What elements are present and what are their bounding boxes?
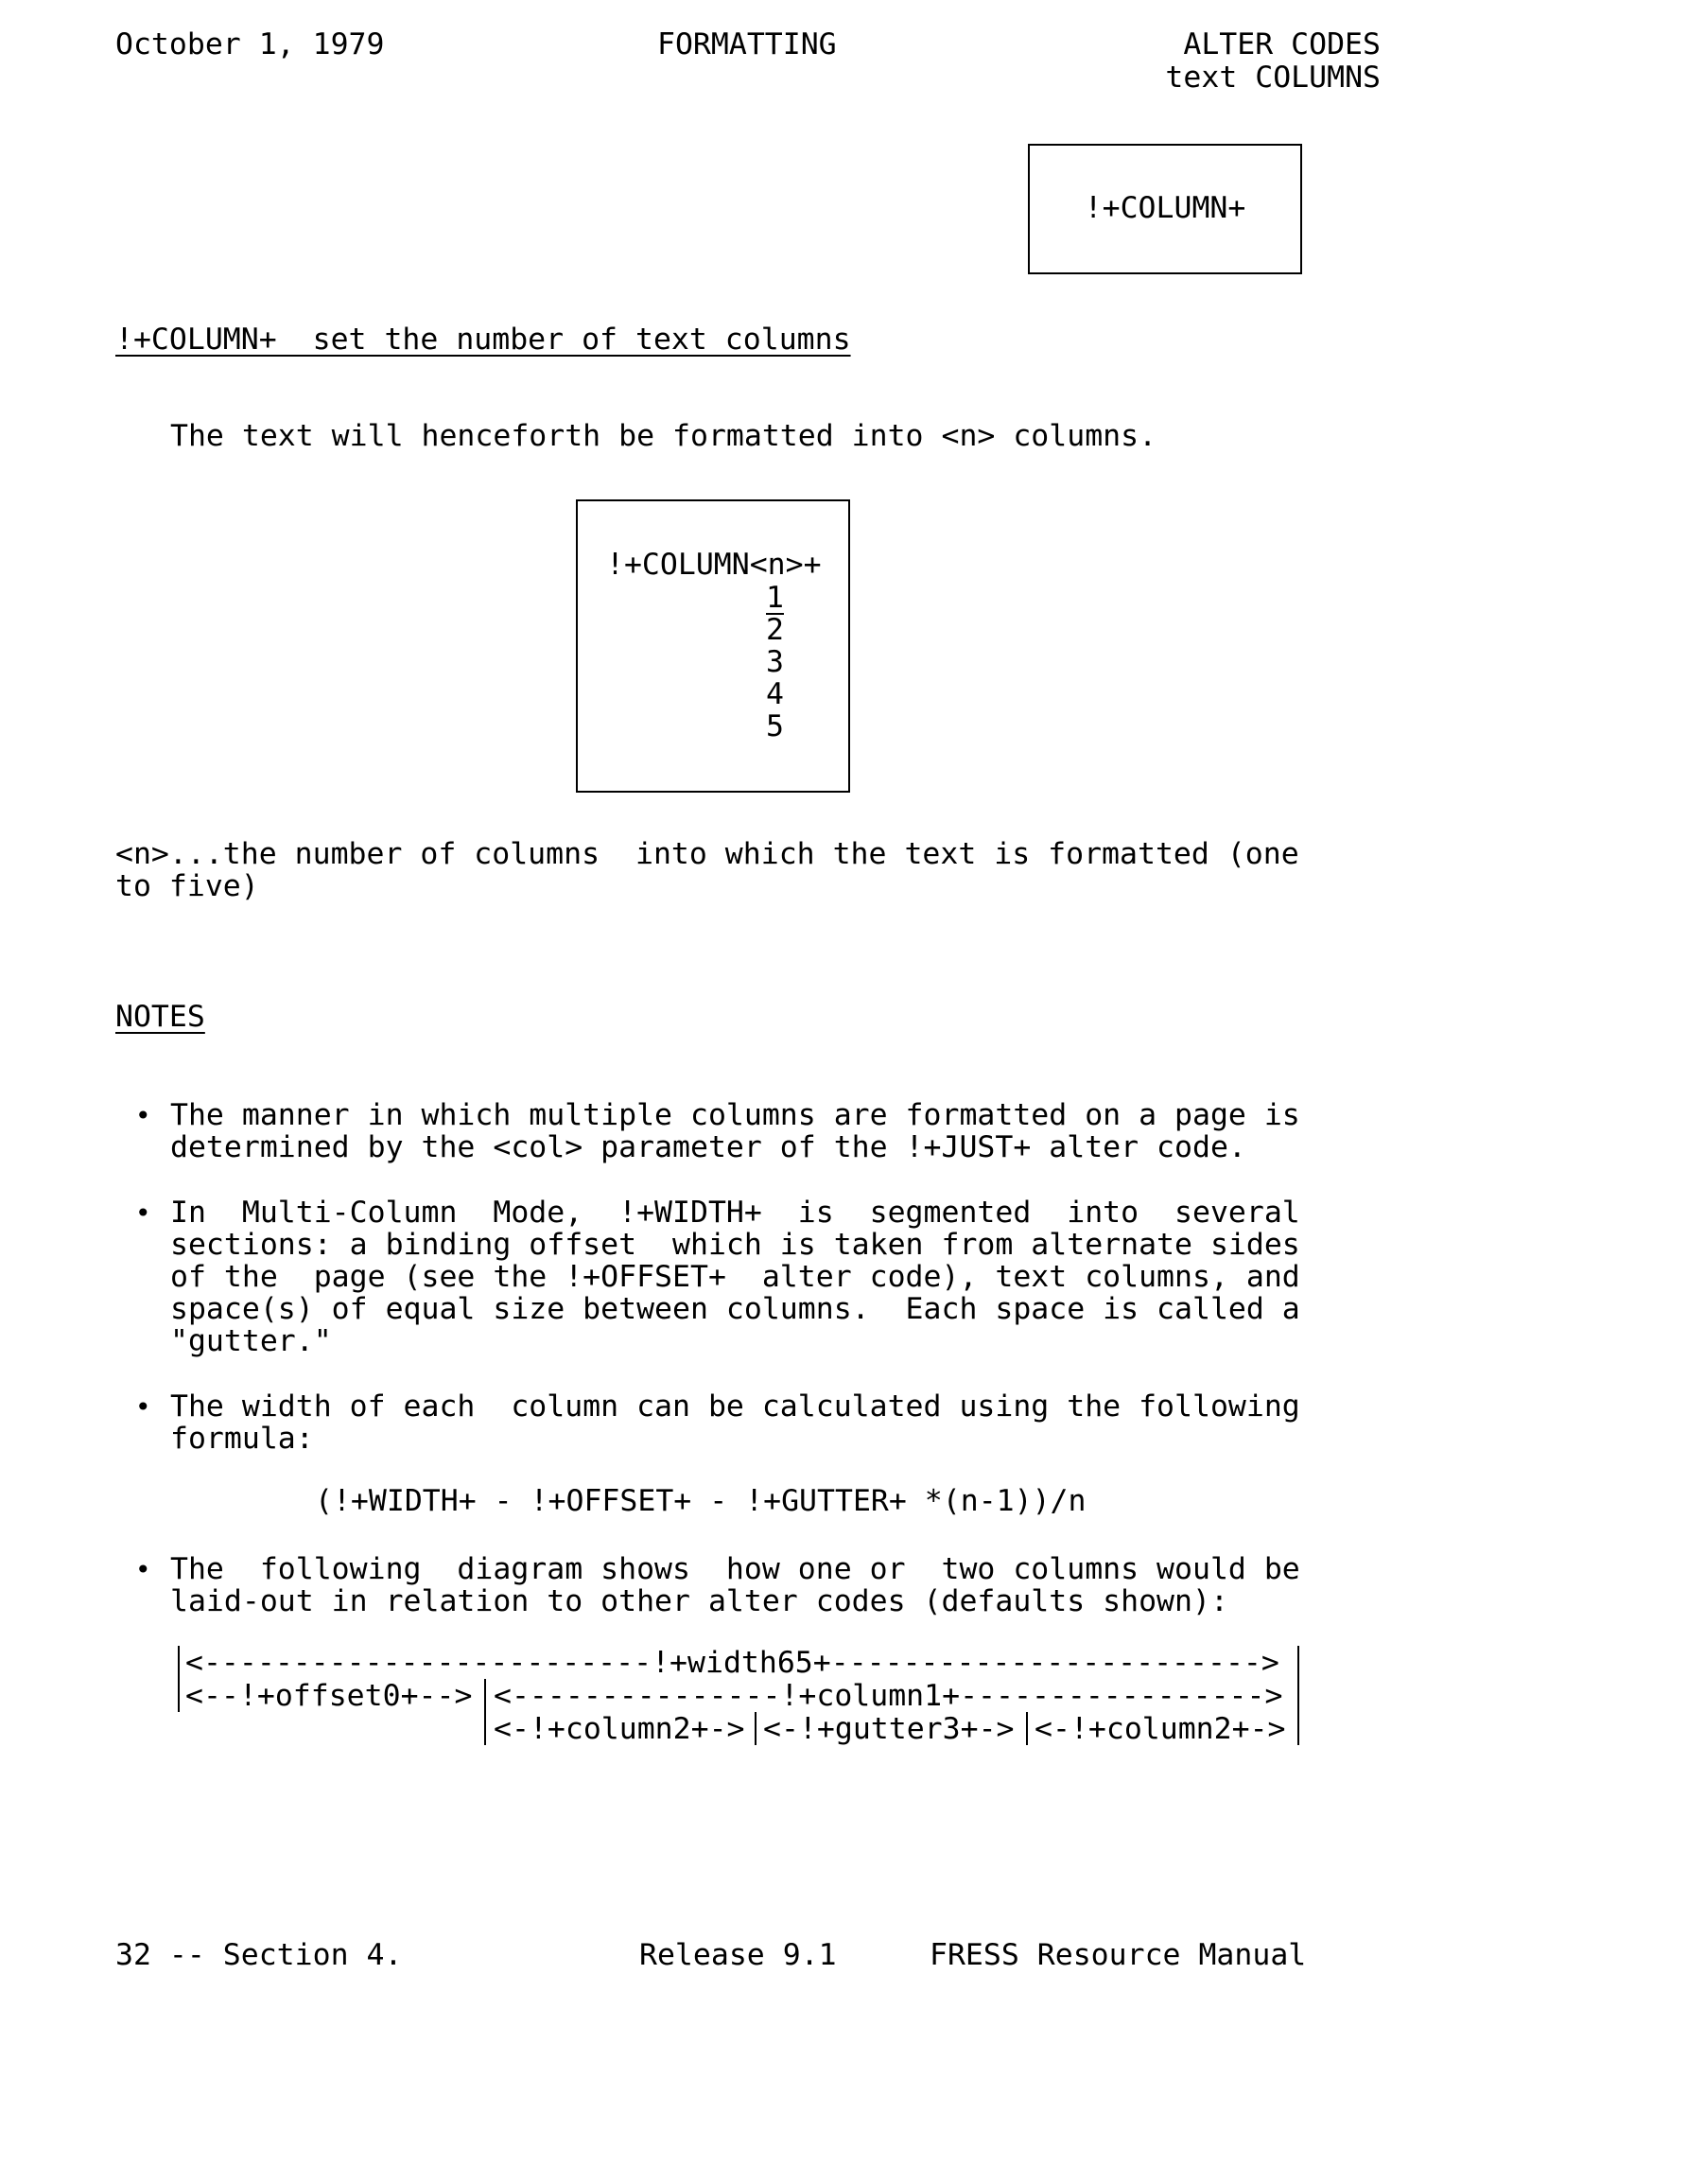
note-line: of the page (see the !+OFFSET+ alter code), text columns, and — [170, 1260, 1300, 1294]
tab-box-label: !+COLUMN+ — [1084, 191, 1246, 225]
header-category-line1: ALTER CODES — [1183, 27, 1381, 61]
param-description: to five) — [115, 869, 259, 903]
syntax-value: 4 — [766, 677, 784, 711]
syntax-box — [576, 499, 850, 793]
bullet-icon: • — [135, 1100, 151, 1131]
note-line: In Multi-Column Mode, !+WIDTH+ is segmented into several — [170, 1196, 1300, 1230]
notes-heading: NOTES — [115, 1000, 205, 1034]
note-line: determined by the <col> parameter of the !+JUST+ alter code. — [170, 1130, 1246, 1164]
note-line: The manner in which multiple columns are formatted on a page is — [170, 1098, 1300, 1132]
footer-release: Release 9.1 — [639, 1938, 837, 1972]
diagram-divider — [1297, 1646, 1299, 1745]
diagram-divider — [484, 1679, 486, 1745]
note-line: formula: — [170, 1422, 314, 1456]
syntax-value: 5 — [766, 709, 784, 743]
footer-page-section: 32 -- Section 4. — [115, 1938, 403, 1972]
bullet-icon: • — [135, 1197, 151, 1229]
footer-manual-title: FRESS Resource Manual — [930, 1938, 1307, 1972]
note-line: The following diagram shows how one or two columns would be — [170, 1552, 1300, 1586]
header-category-line2: text COLUMNS — [1165, 61, 1381, 95]
param-description: <n>...the number of columns into which the text is formatted (one — [115, 837, 1299, 871]
note-line: "gutter." — [170, 1324, 332, 1358]
column2-segment: <-!+column2+-> — [1035, 1712, 1286, 1746]
intro-text: The text will henceforth be formatted into <n> columns. — [170, 419, 1157, 453]
column2-segment: <-!+column2+-> — [494, 1712, 745, 1746]
note-line: space(s) of equal size between columns. Each space is called a — [170, 1292, 1300, 1326]
diagram-divider — [1026, 1712, 1028, 1745]
note-line: laid-out in relation to other alter codes (defaults shown): — [170, 1584, 1228, 1618]
offset-segment: <--!+offset0+--> — [185, 1679, 473, 1713]
diagram-divider — [755, 1712, 757, 1745]
section-heading: !+COLUMN+ set the number of text columns — [115, 323, 851, 357]
syntax-code: !+COLUMN<n>+ — [606, 548, 822, 582]
syntax-value: 3 — [766, 645, 784, 679]
column1-segment: <---------------!+column1+-----------------> — [494, 1680, 1283, 1713]
header-date: October 1, 1979 — [115, 27, 385, 61]
syntax-value: 2 — [766, 613, 784, 647]
header-section-title: FORMATTING — [657, 27, 837, 61]
bullet-icon: • — [135, 1391, 151, 1423]
width-segment: <-------------------------!+width65+------------------------> — [185, 1647, 1279, 1680]
syntax-value-default: 1 — [766, 581, 784, 615]
note-line: sections: a binding offset which is taken from alternate sides — [170, 1228, 1300, 1262]
bullet-icon: • — [135, 1554, 151, 1585]
diagram-divider — [178, 1646, 180, 1712]
note-line: The width of each column can be calculated using the following — [170, 1389, 1300, 1424]
gutter-segment: <-!+gutter3+-> — [763, 1712, 1015, 1746]
width-formula: (!+WIDTH+ - !+OFFSET+ - !+GUTTER+ *(n-1))/n — [315, 1484, 1087, 1518]
